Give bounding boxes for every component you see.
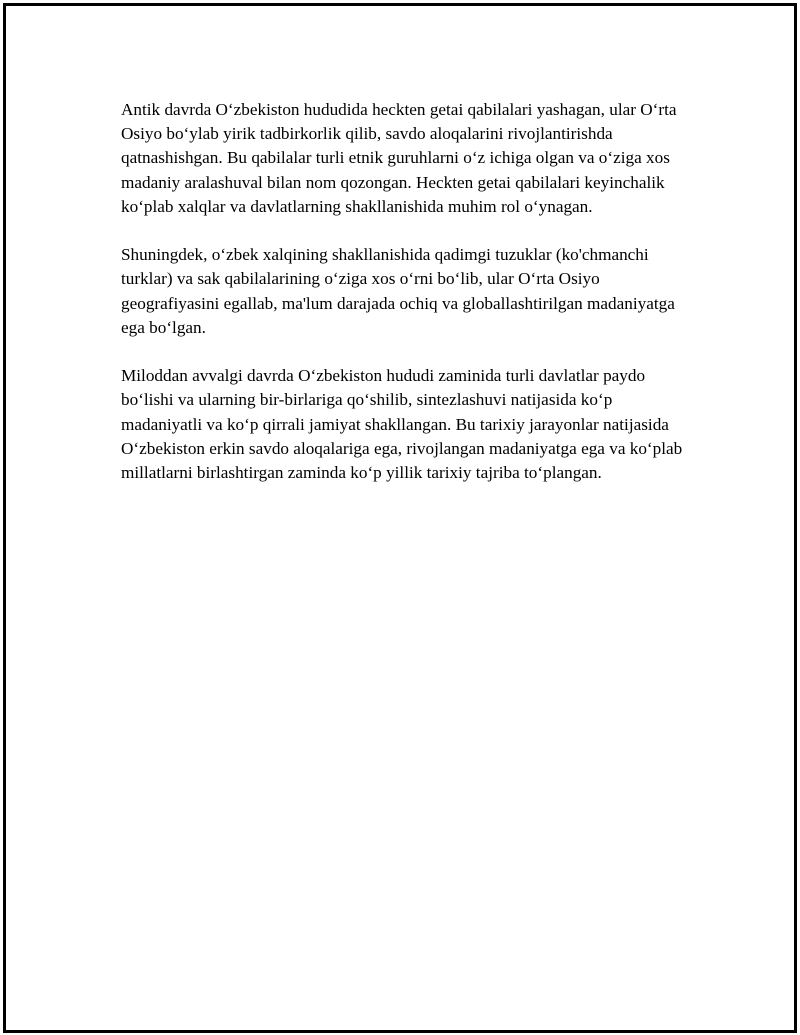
page-frame	[3, 3, 797, 1033]
document-body	[121, 98, 691, 509]
paragraph-3: Miloddan avvalgi davrda O‘zbekiston hududi zaminida turli davlatlar paydo bo‘lishi va ularning bir-birlariga qo‘shilib, sintezlashuvi natijasida ko‘p madaniyatli va ko‘p qirrali jamiyat shakllangan. Bu tarixiy jarayonlar natijasida O‘zbekiston erkin savdo aloqalariga ega, rivojlangan madaniyatga ega va ko‘plab millatlarni birlashtirgan zaminda ko‘p yillik tarixiy tajriba to‘plangan.	[121, 366, 683, 483]
paragraph-1: Antik davrda O‘zbekiston hududida heckten getai qabilalari yashagan, ular O‘rta Osiyo bo‘ylab yirik tadbirkorlik qilib, savdo aloqalarini rivojlantirishda qatnashishgan. Bu qabilalar turli etnik guruhlarni o‘z ichiga olgan va o‘ziga xos madaniy aralashuval bilan nom qozongan. Heckten getai qabilalari keyinchalik ko‘plab xalqlar va davlatlarning shakllanishida muhim rol o‘ynagan.	[121, 100, 677, 216]
paragraph-2: Shuningdek, o‘zbek xalqining shakllanishida qadimgi tuzuklar (ko'chmanchi turklar) va sak qabilalarining o‘ziga xos o‘rni bo‘lib, ular O‘rta Osiyo geografiyasini egallab, ma'lum darajada ochiq va globallashtirilgan madaniyatga ega bo‘lgan.	[121, 245, 675, 337]
